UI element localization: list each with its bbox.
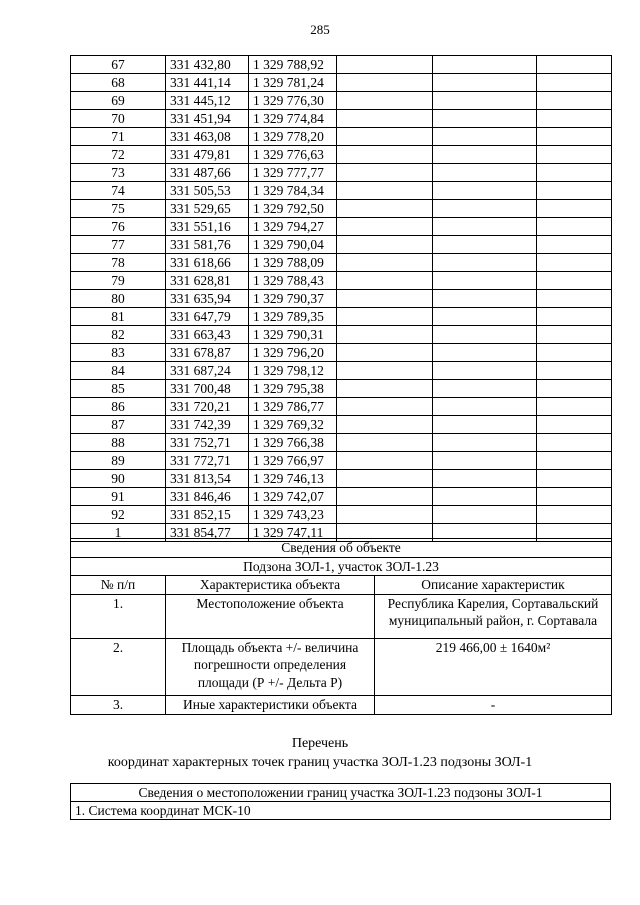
empty-cell [537,110,612,128]
empty-cell [537,236,612,254]
row-num: 3. [71,696,166,715]
empty-cell [433,362,537,380]
empty-cell [537,452,612,470]
point-number: 92 [71,506,166,524]
empty-cell [537,74,612,92]
empty-cell [433,380,537,398]
coord-x: 331 772,71 [166,452,249,470]
empty-cell [433,290,537,308]
empty-cell [337,362,433,380]
coord-x: 331 628,81 [166,272,249,290]
coord-y: 1 329 743,23 [249,506,337,524]
empty-cell [337,146,433,164]
coord-y: 1 329 784,34 [249,182,337,200]
point-number: 85 [71,380,166,398]
empty-cell [337,506,433,524]
coord-x: 331 854,77 [166,524,249,542]
coord-x: 331 742,39 [166,416,249,434]
empty-cell [337,218,433,236]
coord-y: 1 329 774,84 [249,110,337,128]
empty-cell [537,56,612,74]
empty-cell [537,326,612,344]
point-number: 74 [71,182,166,200]
section-title: Сведения об объекте [71,539,612,558]
empty-cell [337,452,433,470]
coord-x: 331 445,12 [166,92,249,110]
coord-y: 1 329 786,77 [249,398,337,416]
coord-y: 1 329 747,11 [249,524,337,542]
empty-cell [433,470,537,488]
coord-x: 331 451,94 [166,110,249,128]
coord-y: 1 329 746,13 [249,470,337,488]
empty-cell [537,218,612,236]
point-number: 71 [71,128,166,146]
coord-x: 331 852,15 [166,506,249,524]
empty-cell [537,272,612,290]
table-row [71,128,612,146]
coord-y: 1 329 789,35 [249,308,337,326]
page-number: 285 [310,22,330,37]
table-row [71,182,612,200]
empty-cell [537,290,612,308]
point-number: 75 [71,200,166,218]
coord-y: 1 329 788,92 [249,56,337,74]
empty-cell [433,182,537,200]
empty-cell [537,434,612,452]
empty-cell [433,452,537,470]
empty-cell [433,308,537,326]
coord-y: 1 329 769,32 [249,416,337,434]
table-row [71,452,612,470]
empty-cell [537,182,612,200]
coord-x: 331 752,71 [166,434,249,452]
empty-cell [433,236,537,254]
empty-cell [433,398,537,416]
table-row [71,696,612,715]
empty-cell [337,344,433,362]
coordinate-system-row: 1. Система координат МСК-10 [71,802,611,820]
coord-y: 1 329 796,20 [249,344,337,362]
point-number: 72 [71,146,166,164]
coord-x: 331 720,21 [166,398,249,416]
table-row [71,290,612,308]
coord-x: 331 529,65 [166,200,249,218]
point-number: 91 [71,488,166,506]
empty-cell [433,344,537,362]
row-num: 2. [71,638,166,696]
coord-y: 1 329 777,77 [249,164,337,182]
table-row [71,308,612,326]
empty-cell [537,398,612,416]
point-number: 84 [71,362,166,380]
empty-cell [537,146,612,164]
empty-cell [433,128,537,146]
table-row [71,488,612,506]
point-number: 90 [71,470,166,488]
empty-cell [537,308,612,326]
coord-x: 331 463,08 [166,128,249,146]
row-characteristic: Площадь объекта +/- величина погрешности определения площади (Р +/- Дельта Р) [166,638,375,696]
empty-cell [433,272,537,290]
empty-cell [537,488,612,506]
table-row [71,164,612,182]
empty-cell [337,470,433,488]
empty-cell [337,326,433,344]
empty-cell [433,326,537,344]
coord-x: 331 635,94 [166,290,249,308]
list-heading-subtitle: координат характерных точек границ участка ЗОЛ-1.23 подзоны ЗОЛ-1 [107,755,533,770]
table-row [71,110,612,128]
empty-cell [337,110,433,128]
empty-cell [337,236,433,254]
header-characteristic: Характеристика объекта [166,576,375,595]
empty-cell [537,164,612,182]
coord-x: 331 551,16 [166,218,249,236]
row-characteristic: Иные характеристики объекта [166,696,375,715]
table-row [71,470,612,488]
coord-x: 331 678,87 [166,344,249,362]
empty-cell [337,380,433,398]
empty-cell [337,92,433,110]
point-number: 78 [71,254,166,272]
coord-x: 331 441,14 [166,74,249,92]
header-row [71,576,612,595]
table-row [71,434,612,452]
table-row [71,74,612,92]
coordinates-table [70,55,612,542]
coord-y: 1 329 795,38 [249,380,337,398]
empty-cell [537,92,612,110]
point-number: 73 [71,164,166,182]
coord-y: 1 329 778,20 [249,128,337,146]
table-row [71,506,612,524]
point-number: 82 [71,326,166,344]
empty-cell [537,416,612,434]
table-row [71,416,612,434]
empty-cell [337,200,433,218]
empty-cell [433,416,537,434]
table-row [71,380,612,398]
coord-y: 1 329 790,31 [249,326,337,344]
coord-x: 331 813,54 [166,470,249,488]
subzone-title: Подзона ЗОЛ-1, участок ЗОЛ-1.23 [71,557,612,576]
point-number: 83 [71,344,166,362]
empty-cell [337,164,433,182]
point-number: 69 [71,92,166,110]
empty-cell [537,470,612,488]
point-number: 76 [71,218,166,236]
coord-x: 331 581,76 [166,236,249,254]
coord-y: 1 329 776,30 [249,92,337,110]
coord-y: 1 329 794,27 [249,218,337,236]
empty-cell [433,488,537,506]
empty-cell [337,254,433,272]
empty-cell [433,254,537,272]
point-number: 67 [71,56,166,74]
table-row [71,272,612,290]
table-row [71,344,612,362]
table-row [71,146,612,164]
coord-x: 331 479,81 [166,146,249,164]
empty-cell [337,56,433,74]
coord-y: 1 329 798,12 [249,362,337,380]
empty-cell [537,380,612,398]
point-number: 79 [71,272,166,290]
empty-cell [337,488,433,506]
empty-cell [337,398,433,416]
point-number: 80 [71,290,166,308]
point-number: 88 [71,434,166,452]
coord-x: 331 846,46 [166,488,249,506]
empty-cell [433,200,537,218]
header-description: Описание характеристик [375,576,612,595]
point-number: 87 [71,416,166,434]
coord-y: 1 329 781,24 [249,74,337,92]
coord-y: 1 329 790,04 [249,236,337,254]
empty-cell [337,182,433,200]
empty-cell [337,308,433,326]
row-characteristic: Местоположение объекта [166,594,375,638]
coord-x: 331 505,53 [166,182,249,200]
point-number: 77 [71,236,166,254]
table-row [71,398,612,416]
table-row [71,56,612,74]
empty-cell [433,74,537,92]
empty-cell [337,128,433,146]
row-description: Республика Карелия, Сортавальский муниципальный район, г. Сортавала [375,594,612,638]
table-row [71,92,612,110]
empty-cell [433,218,537,236]
empty-cell [337,416,433,434]
empty-cell [537,254,612,272]
coord-x: 331 663,43 [166,326,249,344]
coord-y: 1 329 776,63 [249,146,337,164]
empty-cell [537,128,612,146]
row-description: - [375,696,612,715]
point-number: 89 [71,452,166,470]
empty-cell [433,146,537,164]
coord-x: 331 487,66 [166,164,249,182]
empty-cell [433,506,537,524]
point-number: 86 [71,398,166,416]
point-number: 81 [71,308,166,326]
coord-x: 331 432,80 [166,56,249,74]
empty-cell [537,506,612,524]
coord-y: 1 329 766,38 [249,434,337,452]
coord-y: 1 329 790,37 [249,290,337,308]
empty-cell [537,200,612,218]
coord-y: 1 329 742,07 [249,488,337,506]
empty-cell [433,56,537,74]
point-number: 1 [71,524,166,542]
table-row [71,594,612,638]
location-table [70,783,611,820]
header-num: № п/п [71,576,166,595]
coord-x: 331 687,24 [166,362,249,380]
coord-y: 1 329 792,50 [249,200,337,218]
table-row [71,638,612,696]
empty-cell [433,164,537,182]
table-row [71,254,612,272]
location-table-title: Сведения о местоположении границ участка ЗОЛ-1.23 подзоны ЗОЛ-1 [71,784,611,802]
coord-x: 331 618,66 [166,254,249,272]
object-info-table [70,538,612,715]
empty-cell [537,344,612,362]
point-number: 70 [71,110,166,128]
row-description: 219 466,00 ± 1640м² [375,638,612,696]
table-row [71,218,612,236]
empty-cell [537,362,612,380]
list-heading-title: Перечень [291,736,349,751]
empty-cell [433,434,537,452]
coord-x: 331 647,79 [166,308,249,326]
row-num: 1. [71,594,166,638]
empty-cell [337,290,433,308]
empty-cell [337,74,433,92]
coord-y: 1 329 766,97 [249,452,337,470]
table-row [71,200,612,218]
table-row [71,362,612,380]
coord-y: 1 329 788,43 [249,272,337,290]
empty-cell [337,434,433,452]
coord-y: 1 329 788,09 [249,254,337,272]
point-number: 68 [71,74,166,92]
table-row [71,326,612,344]
table-row [71,236,612,254]
empty-cell [433,110,537,128]
empty-cell [337,272,433,290]
coord-x: 331 700,48 [166,380,249,398]
empty-cell [433,92,537,110]
